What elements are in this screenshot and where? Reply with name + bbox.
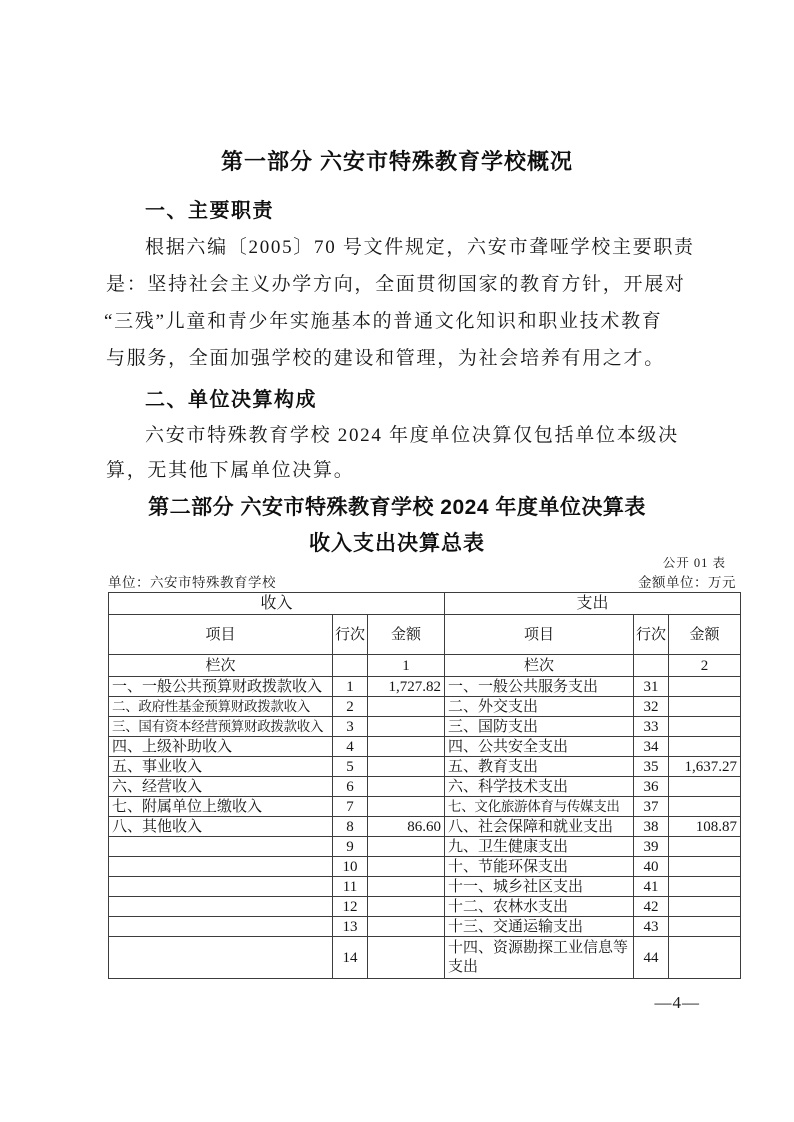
income-item-header: 项目 <box>109 615 333 655</box>
expense-amount-cell <box>669 737 741 757</box>
expense-rowno-cell: 41 <box>634 877 669 897</box>
expense-rowno-cell: 33 <box>634 717 669 737</box>
income-item-cell: 一、一般公共预算财政拨款收入 <box>109 677 333 697</box>
table-row <box>109 777 741 797</box>
part2-title: 第二部分 六安市特殊教育学校 2024 年度单位决算表 <box>148 496 646 519</box>
table-row <box>109 877 741 897</box>
table-row <box>109 757 741 777</box>
income-amount-cell <box>368 917 445 937</box>
expense-item-cell: 一、一般公共服务支出 <box>445 677 634 697</box>
expense-item-cell: 十三、交通运输支出 <box>445 917 634 937</box>
expense-item-cell: 十、节能环保支出 <box>445 857 634 877</box>
income-rowno-cell: 14 <box>333 937 368 979</box>
expense-item-cell: 五、教育支出 <box>445 757 634 777</box>
expense-rowno-cell: 37 <box>634 797 669 817</box>
expense-item-cell: 二、外交支出 <box>445 697 634 717</box>
income-item-cell: 四、上级补助收入 <box>109 737 333 757</box>
income-amount-cell <box>368 877 445 897</box>
income-amount-cell <box>368 697 445 717</box>
expense-rowno-cell: 44 <box>634 937 669 979</box>
expense-amount-cell <box>669 897 741 917</box>
table-column-header-row <box>109 615 741 655</box>
expense-amount-cell: 1,637.27 <box>669 757 741 777</box>
expense-item-cell: 八、社会保障和就业支出 <box>445 817 634 837</box>
income-rowno-cell: 10 <box>333 857 368 877</box>
expense-rowno-cell: 42 <box>634 897 669 917</box>
body-line: 算，无其他下属单位决算。 <box>106 460 355 481</box>
expense-rowno-cell: 34 <box>634 737 669 757</box>
body-line: “三残”儿童和青少年实施基本的普通文化知识和职业技术教育 <box>104 311 663 332</box>
expense-rowno-cell: 38 <box>634 817 669 837</box>
body-line: 根据六编〔2005〕70 号文件规定，六安市聋哑学校主要职责 <box>145 237 695 258</box>
income-rowno-cell: 2 <box>333 697 368 717</box>
table-row <box>109 697 741 717</box>
table-row <box>109 737 741 757</box>
table-row <box>109 717 741 737</box>
income-rowno-cell: 3 <box>333 717 368 737</box>
income-item-cell <box>109 857 333 877</box>
income-amount-cell <box>368 777 445 797</box>
expense-amount-cell <box>669 697 741 717</box>
expense-amount-cell <box>669 777 741 797</box>
income-rowno-cell: 13 <box>333 917 368 937</box>
section2-heading: 二、单位决算构成 <box>145 389 317 411</box>
income-item-cell: 八、其他收入 <box>109 817 333 837</box>
expense-rowno-cell: 40 <box>634 857 669 877</box>
expense-section-header: 支出 <box>445 593 741 615</box>
expense-item-cell: 十一、城乡社区支出 <box>445 877 634 897</box>
page-number: —4— <box>654 993 700 1012</box>
table-row <box>109 917 741 937</box>
expense-amount-cell <box>669 677 741 697</box>
expense-col-index: 2 <box>669 655 741 677</box>
expense-amount-cell <box>669 857 741 877</box>
table-row <box>109 817 741 837</box>
expense-rowno-cell: 39 <box>634 837 669 857</box>
expense-amount-cell <box>669 797 741 817</box>
income-rowno-cell: 7 <box>333 797 368 817</box>
expense-item-cell: 十二、农林水支出 <box>445 897 634 917</box>
expense-item-cell: 七、文化旅游体育与传媒支出 <box>445 797 634 817</box>
summary-table-title: 收入支出决算总表 <box>309 532 485 555</box>
expense-item-cell: 三、国防支出 <box>445 717 634 737</box>
income-rowno-header: 行次 <box>333 615 368 655</box>
table-row <box>109 837 741 857</box>
table-lanci-row <box>109 655 741 677</box>
section1-heading: 一、主要职责 <box>145 200 274 222</box>
income-item-cell <box>109 877 333 897</box>
income-item-cell <box>109 917 333 937</box>
income-col-index: 1 <box>368 655 445 677</box>
income-item-cell: 三、国有资本经营预算财政拨款收入 <box>109 717 333 737</box>
income-rowno-cell: 12 <box>333 897 368 917</box>
expense-amount-cell <box>669 917 741 937</box>
amount-unit-label: 金额单位：万元 <box>638 575 736 590</box>
public-table-tag: 公开 01 表 <box>662 556 726 570</box>
income-item-cell <box>109 837 333 857</box>
income-amount-cell <box>368 797 445 817</box>
income-amount-cell: 86.60 <box>368 817 445 837</box>
expense-item-cell: 六、科学技术支出 <box>445 777 634 797</box>
income-item-cell <box>109 937 333 979</box>
income-amount-cell <box>368 937 445 979</box>
expense-amount-cell <box>669 937 741 979</box>
income-amount-cell: 1,727.82 <box>368 677 445 697</box>
income-item-cell: 五、事业收入 <box>109 757 333 777</box>
expense-amount-cell <box>669 837 741 857</box>
expense-item-cell: 九、卫生健康支出 <box>445 837 634 857</box>
blank-cell <box>333 655 368 677</box>
income-amount-cell <box>368 717 445 737</box>
table-row <box>109 797 741 817</box>
expense-rowno-cell: 36 <box>634 777 669 797</box>
expense-amount-cell <box>669 877 741 897</box>
income-rowno-cell: 11 <box>333 877 368 897</box>
income-amount-cell <box>368 897 445 917</box>
summary-table <box>108 592 741 979</box>
table-row <box>109 857 741 877</box>
table-section-header-row <box>109 593 741 615</box>
expense-amount-cell <box>669 717 741 737</box>
income-item-cell: 六、经营收入 <box>109 777 333 797</box>
body-line: 六安市特殊教育学校 2024 年度单位决算仅包括单位本级决 <box>145 425 679 446</box>
income-amount-header: 金额 <box>368 615 445 655</box>
blank-cell <box>634 655 669 677</box>
table-row <box>109 937 741 979</box>
body-line: 与服务，全面加强学校的建设和管理，为社会培养有用之才。 <box>106 348 665 369</box>
expense-item-cell: 四、公共安全支出 <box>445 737 634 757</box>
income-rowno-cell: 4 <box>333 737 368 757</box>
income-rowno-cell: 5 <box>333 757 368 777</box>
table-row <box>109 677 741 697</box>
expense-amount-header: 金额 <box>669 615 741 655</box>
income-amount-cell <box>368 757 445 777</box>
expense-rowno-header: 行次 <box>634 615 669 655</box>
expense-lanci-label: 栏次 <box>445 655 634 677</box>
income-rowno-cell: 9 <box>333 837 368 857</box>
expense-amount-cell: 108.87 <box>669 817 741 837</box>
income-lanci-label: 栏次 <box>109 655 333 677</box>
expense-item-cell: 十四、资源勘探工业信息等支出 <box>445 937 634 979</box>
table-meta-row <box>108 571 740 591</box>
body-line: 是：坚持社会主义办学方向，全面贯彻国家的教育方针，开展对 <box>106 274 686 295</box>
expense-rowno-cell: 31 <box>634 677 669 697</box>
income-rowno-cell: 8 <box>333 817 368 837</box>
income-item-cell <box>109 897 333 917</box>
expense-rowno-cell: 43 <box>634 917 669 937</box>
income-amount-cell <box>368 837 445 857</box>
unit-label: 单位：六安市特殊教育学校 <box>108 575 276 590</box>
expense-item-header: 项目 <box>445 615 634 655</box>
income-item-cell: 七、附属单位上缴收入 <box>109 797 333 817</box>
income-amount-cell <box>368 857 445 877</box>
expense-rowno-cell: 32 <box>634 697 669 717</box>
income-rowno-cell: 1 <box>333 677 368 697</box>
part1-title: 第一部分 六安市特殊教育学校概况 <box>220 149 574 174</box>
income-rowno-cell: 6 <box>333 777 368 797</box>
income-item-cell: 二、政府性基金预算财政拨款收入 <box>109 697 333 717</box>
income-section-header: 收入 <box>109 593 445 615</box>
expense-rowno-cell: 35 <box>634 757 669 777</box>
income-amount-cell <box>368 737 445 757</box>
table-row <box>109 897 741 917</box>
